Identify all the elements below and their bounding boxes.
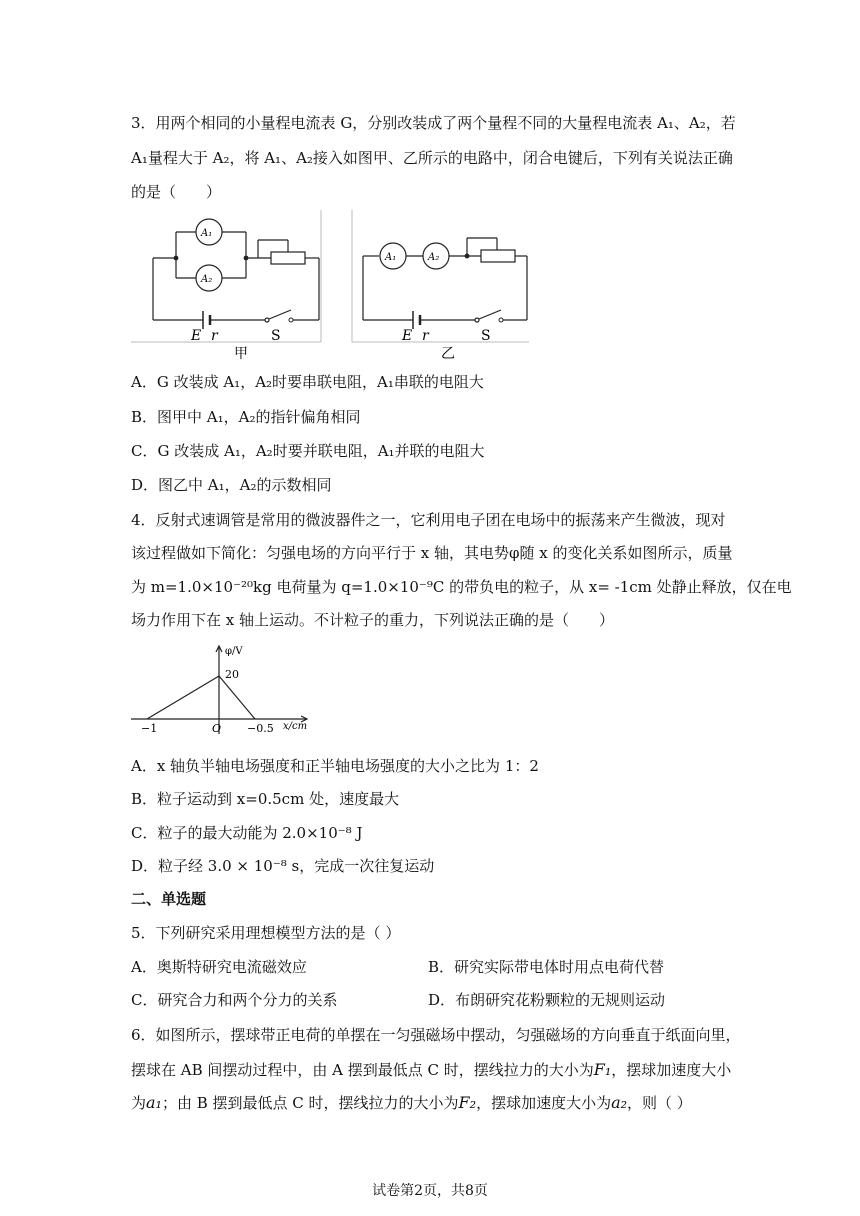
q6-line3-text-b: ；由 B 摆到最低点 C 时，摆线拉力的大小为 <box>161 1094 459 1112</box>
q3-stem-line2: A₁量程大于 A₂，将 A₁、A₂接入如图甲、乙所示的电路中，闭合电键后，下列有关说法正确 <box>131 149 733 167</box>
q3-option-a: A．G 改装成 A₁，A₂时要串联电阻，A₁串联的电阻大 <box>131 373 484 391</box>
q5-option-d: D．布朗研究花粉颗粒的无规则运动 <box>428 991 666 1009</box>
yi-caption: 乙 <box>441 346 455 360</box>
q4-stem-line4: 场力作用下在 x 轴上运动。不计粒子的重力，下列说法正确的是（ ） <box>131 611 614 629</box>
q4-stem-line3: 为 m=1.0×10⁻²⁰kg 电荷量为 q=1.0×10⁻⁹C 的带负电的粒子，从 x= -1cm 处静止释放，仅在电 <box>131 578 792 596</box>
q6-line2-text-b: ，摆球加速度大小 <box>611 1061 732 1079</box>
yi-resistance-label: r <box>422 328 429 344</box>
jia-meter2-label: A₂ <box>201 274 213 285</box>
q3-option-b: B．图甲中 A₁，A₂的指针偏角相同 <box>131 408 361 426</box>
q6-stem-line2 <box>131 1060 731 1080</box>
graph-origin-label: O <box>212 722 222 735</box>
q5-stem: 5．下列研究采用理想模型方法的是（ ） <box>131 924 401 942</box>
jia-switch-label: S <box>271 328 281 344</box>
graph-y-label: φ/V <box>225 646 243 657</box>
q5-option-b: B．研究实际带电体时用点电荷代替 <box>428 958 665 976</box>
graph-peak-label: 20 <box>225 668 239 681</box>
graph-x-label: x/cm <box>283 721 308 732</box>
q5-option-a: A．奥斯特研究电流磁效应 <box>131 958 307 976</box>
yi-meter1-label: A₁ <box>385 252 397 263</box>
q6-line3-text-a: 为 <box>131 1094 147 1112</box>
q4-option-c: C．粒子的最大动能为 2.0×10⁻⁸ J <box>131 824 363 842</box>
yi-emf-label: E <box>402 328 413 344</box>
circuit-figure-yi <box>349 210 549 364</box>
q6-accel2: a₂ <box>611 1093 628 1112</box>
q4-option-d: D．粒子经 3.0 × 10⁻⁸ s，完成一次往复运动 <box>131 857 435 875</box>
page-footer: 试卷第2页，共8页 <box>372 1183 488 1199</box>
potential-graph <box>131 640 321 744</box>
jia-emf-label: E <box>191 328 202 344</box>
q3-stem-line3: 的是（ ） <box>131 183 222 201</box>
yi-meter2-label: A₂ <box>428 252 440 263</box>
q6-stem-line3 <box>131 1093 692 1113</box>
jia-resistance-label: r <box>211 328 218 344</box>
graph-left-label: −1 <box>141 722 158 735</box>
q4-option-a: A．x 轴负半轴电场强度和正半轴电场强度的大小之比为 1：2 <box>131 757 539 775</box>
yi-switch-label: S <box>481 328 491 344</box>
q4-stem-line2: 该过程做如下简化：匀强电场的方向平行于 x 轴，其电势φ随 x 的变化关系如图所示，质量 <box>131 544 733 562</box>
graph-right-label: −0.5 <box>247 722 274 735</box>
q3-option-d: D．图乙中 A₁，A₂的示数相同 <box>131 476 332 494</box>
section-heading: 二、单选题 <box>131 890 207 908</box>
q6-line2-text-a: 摆球在 AB 间摆动过程中，由 A 摆到最低点 C 时，摆线拉力的大小为 <box>131 1061 594 1079</box>
q6-force1: F₁ <box>593 1060 612 1079</box>
circuit-figure-jia <box>131 210 331 364</box>
jia-meter1-label: A₁ <box>201 228 213 239</box>
q4-stem-line1: 4．反射式速调管是常用的微波器件之一，它利用电子团在电场中的振荡来产生微波，现对 <box>131 511 726 529</box>
q6-line3-text-d: ，则（ ） <box>627 1094 692 1112</box>
q6-force2: F₂ <box>458 1093 477 1112</box>
q6-stem-line1: 6．如图所示，摆球带正电荷的单摆在一匀强磁场中摆动，匀强磁场的方向垂直于纸面向里， <box>131 1026 741 1044</box>
q4-option-b: B．粒子运动到 x=0.5cm 处，速度最大 <box>131 790 400 808</box>
q6-accel1: a₁ <box>146 1093 162 1112</box>
q6-line3-text-c: ，摆球加速度大小为 <box>476 1094 612 1112</box>
q3-stem-line1: 3．用两个相同的小量程电流表 G，分别改装成了两个量程不同的大量程电流表 A₁、A₂，若 <box>131 114 736 132</box>
q3-option-c: C．G 改装成 A₁，A₂时要并联电阻，A₁并联的电阻大 <box>131 442 485 460</box>
q5-option-c: C．研究合力和两个分力的关系 <box>131 991 338 1009</box>
jia-caption: 甲 <box>234 346 248 360</box>
